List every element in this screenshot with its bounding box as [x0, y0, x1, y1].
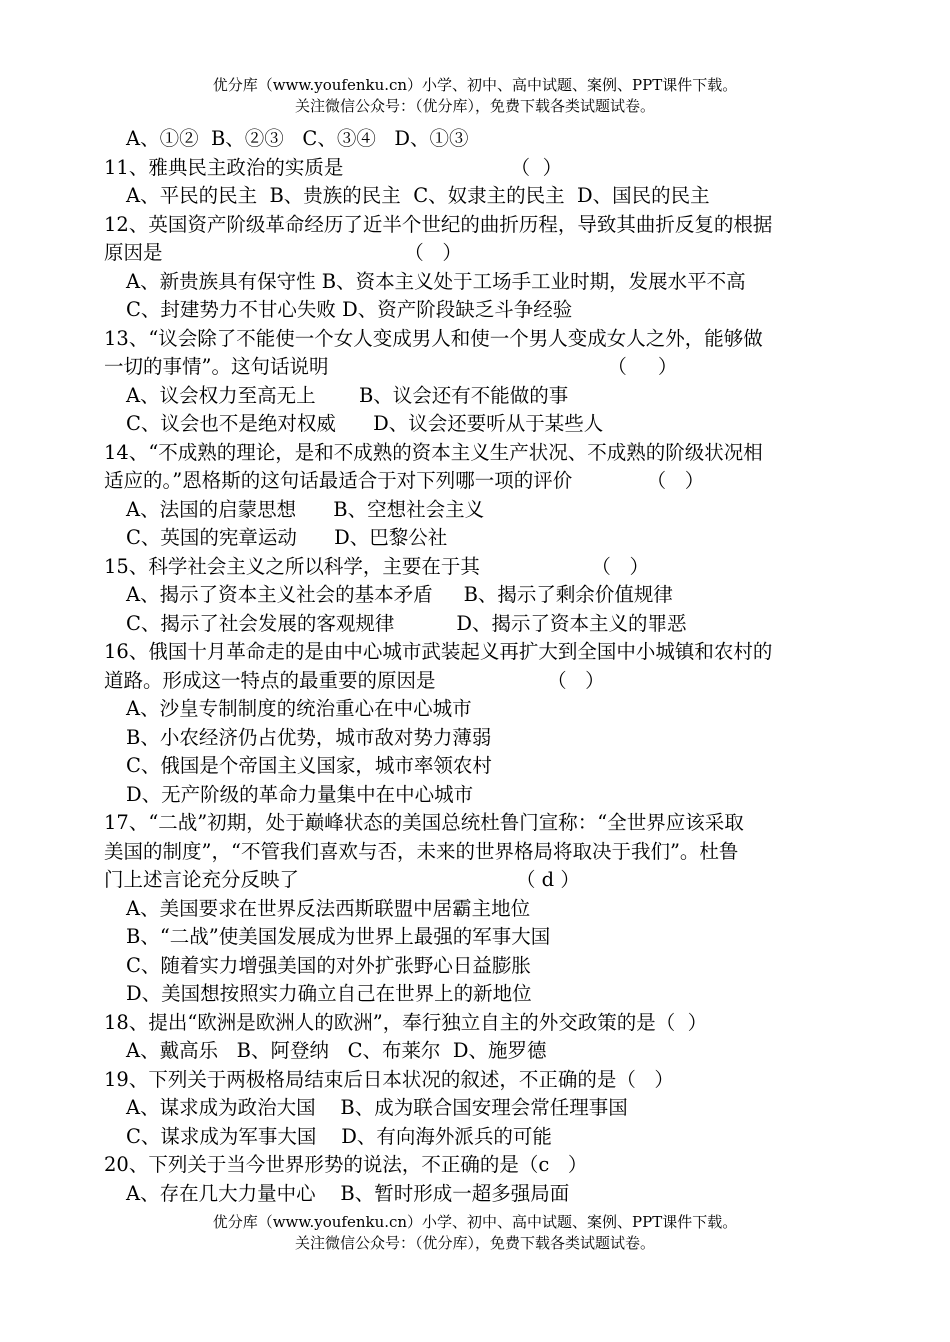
- option-line: C、议会也不是绝对权威 D、议会还要听从于某些人: [126, 412, 604, 435]
- option-line: A、沙皇专制制度的统治重心在中心城市: [126, 697, 472, 720]
- option-line: A、平民的民主 B、贵族的民主 C、奴隶主的民主 D、国民的民主: [126, 184, 710, 207]
- page-header-line1: 优分库（www.youfenku.cn）小学、初中、高中试题、案例、PPT课件下载。: [212, 76, 738, 94]
- question-line: 18、提出“欧洲是欧洲人的欧洲”，奉行独立自主的外交政策的是（ ）: [104, 1010, 708, 1034]
- question-line: 原因是 （ ）: [104, 241, 462, 264]
- option-line: C、英国的宪章运动 D、巴黎公社: [126, 526, 448, 549]
- option-line: C、揭示了社会发展的客观规律 D、揭示了资本主义的罪恶: [126, 611, 687, 635]
- option-line: A、谋求成为政治大国 B、成为联合国安理会常任理事国: [126, 1096, 628, 1119]
- page-footer-line1: 优分库（www.youfenku.cn）小学、初中、高中试题、案例、PPT课件下载。: [212, 1213, 738, 1231]
- option-line: B、小农经济仍占优势，城市敌对势力薄弱: [126, 725, 492, 749]
- option-line: A、存在几大力量中心 B、暂时形成一超多强局面: [126, 1181, 570, 1205]
- option-line: A、法国的启蒙思想 B、空想社会主义: [126, 497, 485, 521]
- option-line: A、议会权力至高无上 B、议会还有不能做的事: [126, 383, 569, 407]
- question-line: 一切的事情”。这句话说明 （ ）: [104, 355, 678, 378]
- question-line: 13、“议会除了不能使一个女人变成男人和使一个男人变成女人之外，能够做: [104, 326, 763, 350]
- page-footer-line2: 关注微信公众号：（优分库），免费下载各类试题试卷。: [294, 1234, 655, 1252]
- question-line: 美国的制度”，“不管我们喜欢与否，未来的世界格局将取决于我们”。杜鲁: [104, 839, 739, 863]
- question-line: 道路。形成这一特点的最重要的原因是 （ ）: [104, 668, 605, 692]
- option-line: A、美国要求在世界反法西斯联盟中居霸主地位: [126, 896, 531, 920]
- option-line: C、谋求成为军事大国 D、有向海外派兵的可能: [126, 1124, 552, 1148]
- option-line: C、封建势力不甘心失败 D、资产阶段缺乏斗争经验: [126, 298, 573, 321]
- question-line: 17、“二战”初期，处于巅峰状态的美国总统杜鲁门宣称：“全世界应该采取: [104, 811, 744, 834]
- option-line: A、戴高乐 B、阿登纳 C、布莱尔 D、施罗德: [126, 1039, 547, 1062]
- question-content: [104, 125, 849, 1208]
- question-line: 16、俄国十月革命走的是由中心城市武装起义再扩大到全国中小城镇和农村的: [104, 640, 773, 663]
- option-line: A、新贵族具有保守性 B、资本主义处于工场手工业时期，发展水平不高: [126, 269, 746, 293]
- option-line: D、美国想按照实力确立自己在世界上的新地位: [126, 982, 532, 1005]
- page-header-line2: 关注微信公众号：（优分库），免费下载各类试题试卷。: [294, 97, 655, 115]
- option-line: C、随着实力增强美国的对外扩张野心日益膨胀: [126, 953, 531, 977]
- question-line: 11、雅典民主政治的实质是 （ ）: [104, 155, 563, 179]
- option-line: D、无产阶级的革命力量集中在中心城市: [126, 782, 474, 806]
- question-line: 15、科学社会主义之所以科学，主要在于其 （ ）: [104, 554, 649, 578]
- option-line: B、“二战”使美国发展成为世界上最强的军事大国: [126, 925, 551, 948]
- question-line: 20、下列关于当今世界形势的说法，不正确的是（c ）: [104, 1153, 588, 1176]
- question-line: 门上述言论充分反映了 （ d ）: [104, 868, 580, 891]
- question-line: 12、英国资产阶级革命经历了近半个世纪的曲折历程，导致其曲折反复的根据: [104, 212, 773, 236]
- question-line: 14、“不成熟的理论，是和不成熟的资本主义生产状况、不成熟的阶级状况相: [104, 440, 763, 464]
- question-line: 适应的。”恩格斯的这句话最适合于对下列哪一项的评价 （ ）: [104, 469, 705, 492]
- option-line: C、俄国是个帝国主义国家，城市率领农村: [126, 754, 492, 777]
- option-line: A、揭示了资本主义社会的基本矛盾 B、揭示了剩余价值规律: [126, 583, 673, 606]
- question-line: 19、下列关于两极格局结束后日本状况的叙述，不正确的是（ ）: [104, 1067, 674, 1091]
- option-line: A、①② B、②③ C、③④ D、①③: [126, 127, 469, 150]
